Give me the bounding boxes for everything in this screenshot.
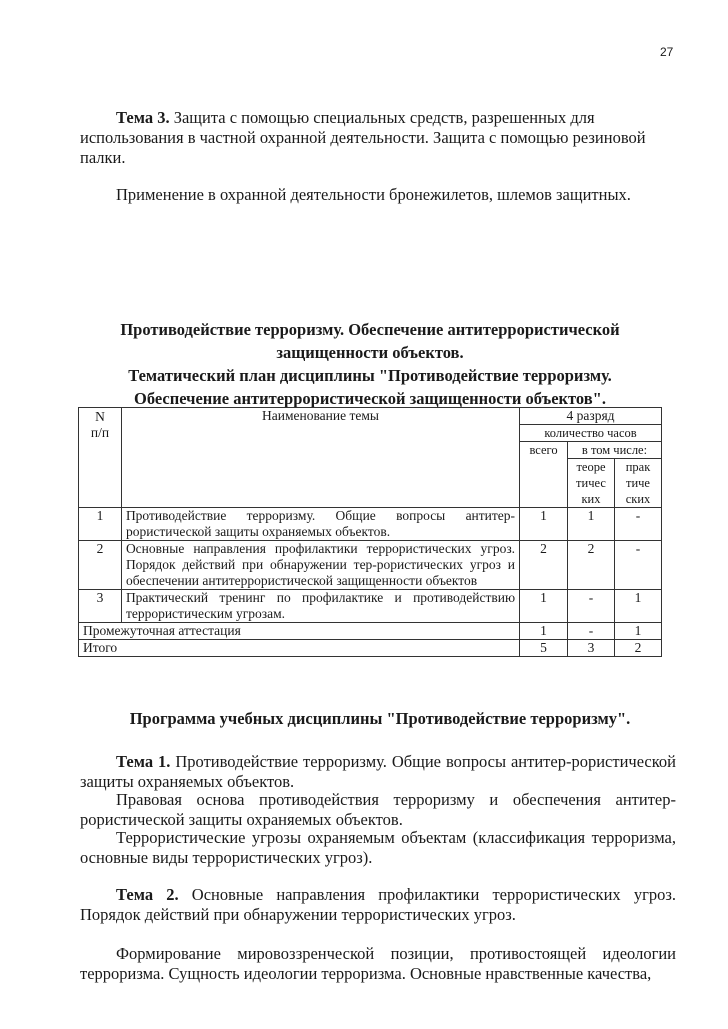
interim-label: Промежуточная аттестация [79,623,520,640]
summary-theory: 3 [568,640,615,657]
row-total: 2 [520,541,568,590]
summary-total: 5 [520,640,568,657]
summary-row [79,640,662,657]
header-total: всего [520,442,568,508]
section-heading-line1: Противодействие терроризму. Обеспечение антитеррористической [120,320,620,339]
summary-label: Итого [79,640,520,657]
row-practice: - [614,508,661,541]
program-heading: Программа учебных дисциплины "Противодействие терроризму". [129,709,631,728]
row-number: 1 [79,508,122,541]
row-total: 1 [520,508,568,541]
summary-practice: 2 [614,640,661,657]
interim-total: 1 [520,623,568,640]
table-row [79,541,662,590]
tema3-text-2: использования в частной охранной деятельности. Защита с помощью резиновой [80,128,646,147]
row-topic: Практический тренинг по профилактике и противодействию террористическим угрозам. [121,590,519,623]
interim-row [79,623,662,640]
row-practice: 1 [614,590,661,623]
tema1-text: Противодействие терроризму. Общие вопросы антитер-рористической защиты охраняемых объектов. [80,752,677,791]
header-including: в том числе: [568,442,662,459]
row-theory: 2 [568,541,615,590]
thematic-plan-table [78,407,662,657]
tema2-label: Тема 2. [116,885,179,904]
tema3-paragraph [80,108,670,168]
table-row [79,590,662,623]
tema1-paragraph [80,752,676,792]
row-number: 2 [79,541,122,590]
header-practice: прак тиче ских [614,459,661,508]
tema2-paragraph [80,885,676,925]
section-heading-line2: защищенности объектов. [276,343,464,362]
interim-practice: 1 [614,623,661,640]
intro-paragraph: Применение в охранной деятельности бронежилетов, шлемов защитных. [116,185,631,204]
header-number: N п/п [79,408,122,508]
header-topic: Наименование темы [121,408,519,508]
header-theory: теоре тичес ких [568,459,615,508]
row-theory: - [568,590,615,623]
program-paragraph-2: Террористические угрозы охраняемым объектам (классификация терроризма, основные виды террористических угроз). [80,828,676,867]
row-topic: Основные направления профилактики террористических угроз. Порядок действий при обнаружении тер-рористических угроз и обеспечении антитеррористической защищенности объектов [121,541,519,590]
page-number: 27 [660,45,674,59]
section-heading [70,318,670,410]
table-row [79,508,662,541]
row-topic: Противодействие терроризму. Общие вопросы антитер-рористической защиты охраняемых объектов. [121,508,519,541]
tema1-label: Тема 1. [116,752,171,771]
header-grade: 4 разряд [520,408,662,425]
row-total: 1 [520,590,568,623]
tema3-label: Тема 3. [116,108,170,127]
row-practice: - [614,541,661,590]
program-paragraph-1: Правовая основа противодействия терроризму и обеспечения антитер-рористической защиты охраняемых объектов. [80,790,676,829]
row-number: 3 [79,590,122,623]
program-paragraph-3: Формирование мировоззренческой позиции, противостоящей идеологии терроризма. Сущность идеологии терроризма. Основные нравственные качества, [80,944,676,983]
tema2-text: Основные направления профилактики террористических угроз. Порядок действий при обнаружении террористических угроз. [80,885,676,924]
interim-theory: - [568,623,615,640]
header-hours: количество часов [520,425,662,442]
section-heading-line3: Тематический план дисциплины "Противодействие терроризму. [128,366,612,385]
tema3-text-1: Защита с помощью специальных средств, разрешенных для [169,108,595,127]
row-theory: 1 [568,508,615,541]
tema3-text-3: палки. [80,148,126,167]
section-heading-line4: Обеспечение антитеррористической защищенности объектов". [134,389,606,408]
table-header-row [79,408,662,425]
